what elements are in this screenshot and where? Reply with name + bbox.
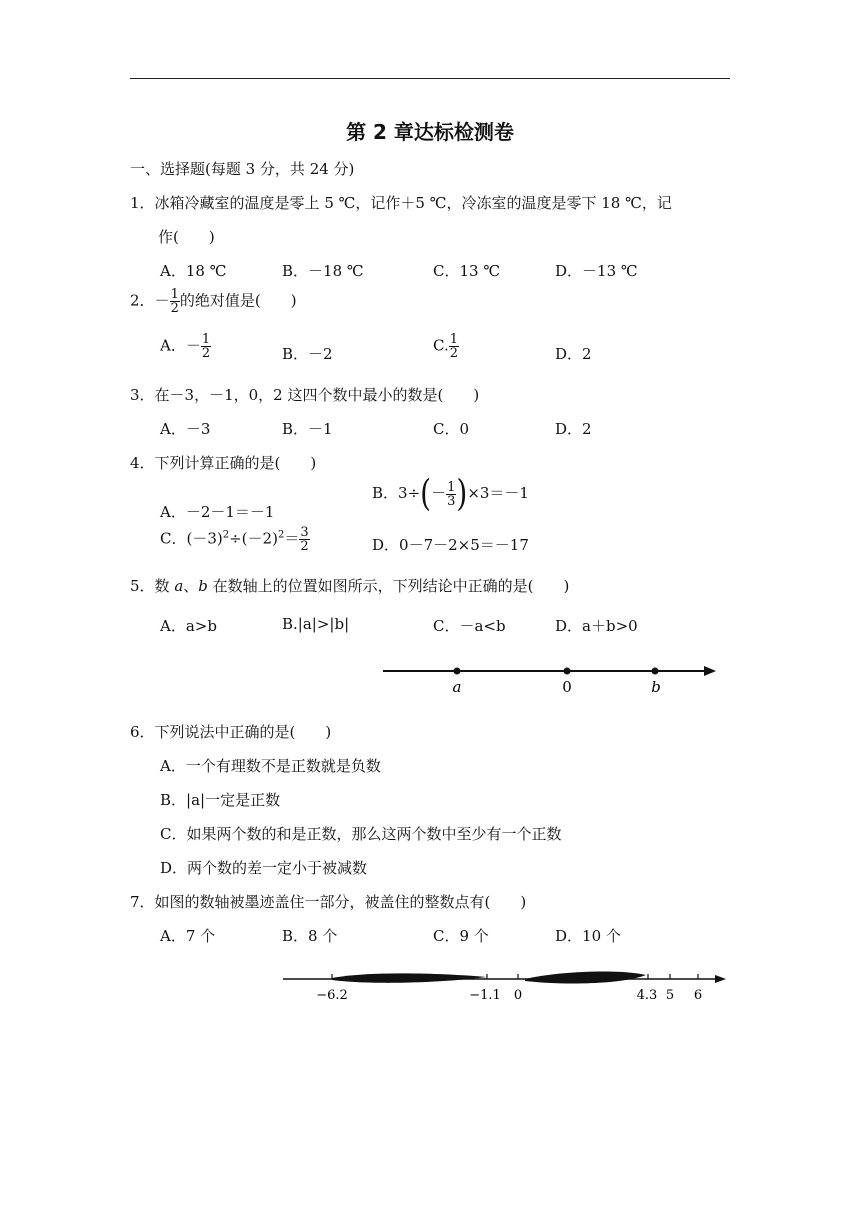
q3-option-d: D．2 bbox=[555, 420, 592, 438]
q7-label--1.1: −1.1 bbox=[469, 988, 501, 1003]
q4-optc-eq: ＝ bbox=[284, 529, 300, 548]
section-heading: 一、选择题(每题 3 分，共 24 分) bbox=[130, 160, 355, 178]
q7-label-6: 6 bbox=[693, 988, 703, 1003]
q5-var-b: b bbox=[198, 577, 208, 595]
q5-sep: 、 bbox=[183, 577, 199, 595]
q2-option-a-label: A．－ bbox=[160, 336, 201, 355]
q5-var-a: a bbox=[174, 577, 184, 595]
ink-blot-right bbox=[525, 972, 646, 984]
q2-minus: － bbox=[154, 291, 170, 310]
q7-option-a: A．7 个 bbox=[160, 927, 216, 945]
q4-optc-num: 3 bbox=[300, 525, 309, 540]
q7-axis-arrow bbox=[715, 975, 726, 983]
q7-option-c: C．9 个 bbox=[433, 927, 489, 945]
q2-option-c-label: C. bbox=[433, 336, 449, 355]
ink-blot-left bbox=[332, 973, 487, 982]
q7-number-line bbox=[280, 965, 730, 1010]
q2-stem-tail: 的绝对值是( ) bbox=[179, 291, 297, 310]
q2-stem bbox=[130, 288, 297, 315]
q2-optc-den: 2 bbox=[449, 346, 458, 361]
q3-stem: 3．在－3，－1，0，2 这四个数中最小的数是( ) bbox=[130, 386, 480, 404]
header-rule bbox=[130, 78, 730, 79]
q6-option-c: C．如果两个数的和是正数，那么这两个数中至少有一个正数 bbox=[160, 825, 562, 843]
q5-option-a: A．a>b bbox=[160, 617, 217, 635]
q4-optc-pre: C．(－3) bbox=[160, 529, 223, 548]
left-paren: ( bbox=[420, 471, 432, 515]
q2-option-b: B．－2 bbox=[282, 345, 333, 363]
right-paren: ) bbox=[456, 471, 468, 515]
q2-frac-num: 1 bbox=[170, 287, 179, 302]
q4-optc-den: 2 bbox=[300, 539, 309, 554]
q2-number: 2． bbox=[130, 291, 155, 310]
q1-stem-line2: 作( ) bbox=[158, 228, 215, 246]
q1-option-c: C．13 ℃ bbox=[433, 262, 501, 280]
q1-option-a: A．18 ℃ bbox=[160, 262, 227, 280]
q5-number-line bbox=[380, 655, 720, 700]
q4-optb-fraction bbox=[446, 481, 456, 508]
q2-frac-den: 2 bbox=[170, 301, 179, 316]
q7-label-0: 0 bbox=[513, 988, 523, 1003]
q5-point-0 bbox=[564, 668, 571, 675]
q3-option-b: B．－1 bbox=[282, 420, 333, 438]
q7-option-b: B．8 个 bbox=[282, 927, 338, 945]
q6-option-d: D．两个数的差一定小于被减数 bbox=[160, 859, 368, 877]
page-title: 第 2 章达标检测卷 bbox=[346, 120, 514, 144]
q5-label-a: a bbox=[452, 678, 462, 696]
q4-optc-fraction bbox=[299, 526, 309, 553]
q4-option-d: D．0－7－2×5＝－17 bbox=[372, 536, 529, 554]
q2-option-a-fraction bbox=[201, 333, 211, 360]
q4-optc-mid: ÷(－2) bbox=[229, 529, 278, 548]
q3-option-a: A．－3 bbox=[160, 420, 211, 438]
q2-option-c bbox=[433, 333, 459, 360]
q2-fraction bbox=[170, 288, 180, 315]
q4-stem: 4．下列计算正确的是( ) bbox=[130, 454, 317, 472]
q5-option-b: B.|a|>|b| bbox=[282, 615, 350, 633]
q5-point-a bbox=[454, 668, 461, 675]
q4-option-a: A．－2－1＝－1 bbox=[160, 503, 275, 521]
q7-label-5: 5 bbox=[665, 988, 675, 1003]
q2-option-c-fraction bbox=[449, 333, 459, 360]
q5-stem-post: 在数轴上的位置如图所示，下列结论中正确的是( ) bbox=[207, 577, 570, 595]
q4-optb-num: 1 bbox=[447, 479, 456, 495]
q4-optc-exp1: 2 bbox=[222, 529, 230, 541]
q4-optb-den: 3 bbox=[447, 493, 456, 509]
q4-optc-exp2: 2 bbox=[277, 529, 285, 541]
q5-stem-pre: 5．数 bbox=[130, 577, 175, 595]
q5-point-b bbox=[652, 668, 659, 675]
q7-label--6.2: −6.2 bbox=[316, 988, 348, 1003]
q6-stem: 6．下列说法中正确的是( ) bbox=[130, 723, 332, 741]
q7-option-d: D．10 个 bbox=[555, 927, 621, 945]
q3-option-c: C．0 bbox=[433, 420, 470, 438]
q1-stem-line1: 1．冰箱冷藏室的温度是零上 5 ℃，记作＋5 ℃，冷冻室的温度是零下 18 ℃，记 bbox=[130, 194, 672, 212]
q1-option-b: B．－18 ℃ bbox=[282, 262, 364, 280]
q4-optb-post: ×3＝－1 bbox=[467, 484, 529, 502]
q5-axis-arrow bbox=[704, 666, 716, 676]
q4-optb-pre: B．3÷ bbox=[372, 484, 421, 502]
q6-option-b: B．|a|一定是正数 bbox=[160, 791, 281, 809]
q2-opta-den: 2 bbox=[201, 346, 211, 361]
q2-option-a bbox=[160, 333, 211, 360]
q5-label-b: b bbox=[651, 678, 661, 696]
q4-optb-minus: － bbox=[431, 484, 447, 502]
q2-option-d: D．2 bbox=[555, 345, 592, 363]
q7-stem: 7．如图的数轴被墨迹盖住一部分，被盖住的整数点有( ) bbox=[130, 893, 527, 911]
q2-optc-num: 1 bbox=[449, 332, 458, 347]
q5-option-d: D．a＋b>0 bbox=[555, 617, 638, 635]
q4-option-c bbox=[160, 526, 310, 553]
q5-option-c: C．－a<b bbox=[433, 617, 506, 635]
q2-opta-num: 1 bbox=[201, 332, 211, 347]
q1-option-d: D．－13 ℃ bbox=[555, 262, 638, 280]
q5-stem bbox=[130, 575, 569, 596]
q5-label-0: 0 bbox=[562, 678, 572, 696]
q4-option-b bbox=[372, 471, 529, 515]
q6-option-a: A．一个有理数不是正数就是负数 bbox=[160, 757, 381, 775]
q7-label-4.3: 4.3 bbox=[636, 988, 658, 1003]
